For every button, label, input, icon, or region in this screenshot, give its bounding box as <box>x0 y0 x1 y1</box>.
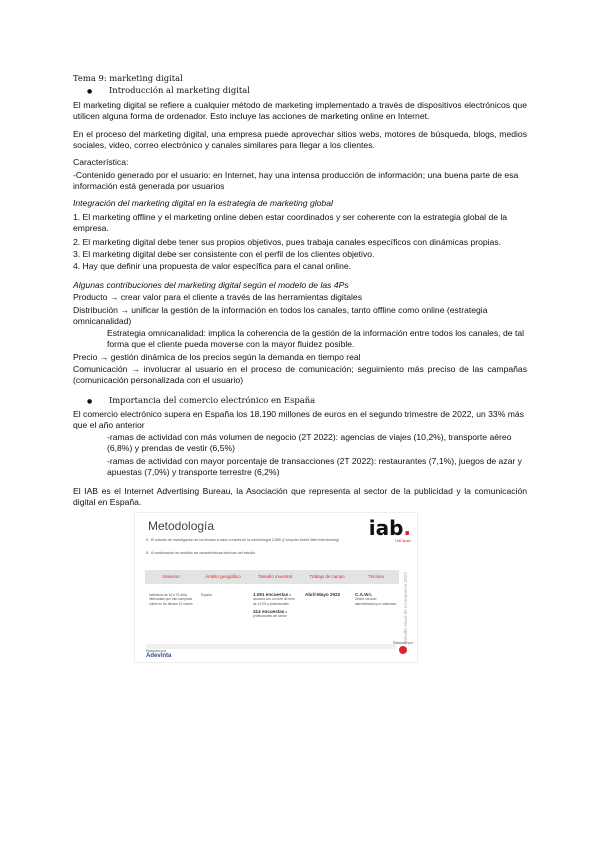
metodologia-infographic <box>134 512 418 663</box>
caracteristica-label: Característica: <box>73 157 129 167</box>
col-universo: Individuos de 16 a 70 años internautas que han comprado online en los últimos 12 meses <box>149 593 193 606</box>
col-trabajo: Abril-Mayo 2022 <box>305 592 341 597</box>
col-tamano: 1.091 encuestas a usuarios con un nivel de error de ±3,0% y profesionales 314 encuestas a profesionales del sector <box>253 592 295 619</box>
tab-tecnica: Técnica <box>368 574 384 579</box>
tab-universo: Universo <box>162 574 180 579</box>
tab-tamano: Tamaño muestral <box>258 574 292 579</box>
section-comercio-title: ● Importancia del comercio electrónico en España <box>109 395 527 406</box>
integracion-item-2: 2. El marketing digital debe tener sus propios objetivos, pues trabaja canales específicos con dinámicas propias. <box>73 237 502 247</box>
4p-comunicacion: Comunicación → involucrar al usuario en el proceso de comunicación; seguimiento más preciso de las campañas (comunicación personalizada con el usuario) <box>73 364 527 386</box>
elogia-logo: Elaborado por <box>393 641 413 654</box>
4p-producto: Producto → crear valor para el cliente a través de las herramientas digitales <box>73 292 362 302</box>
col-tecnica: C.A.W.I. Online vía auto administración por ordenador <box>355 592 397 606</box>
ramas-transacciones: -ramas de actividad con mayor porcentaje de transacciones (2T 2022): restaurantes (7,1%), juegos de azar y apuestas (7,0%) y transporte terrestre (6,2%) <box>107 456 522 478</box>
tab-trabajo: Trabajo de campo <box>309 574 345 579</box>
paragraph-definicion: El marketing digital se refiere a cualquier método de marketing implementado a través de dispositivos electrónicos que utilicen alguna forma de ordenador. Esto incluye las acciones de marketing online en Internet. <box>73 100 527 122</box>
ramas-volumen: -ramas de actividad con más volumen de negocio (2T 2022): agencias de viajes (10,2%), transporte aéreo (6,8%) y prendas de vestir (6,5%) <box>107 432 512 454</box>
infographic-title: Metodología <box>148 519 215 533</box>
iab-logo-sub: IAB Spain <box>395 539 411 543</box>
infographic-signature: Elaborado por Adevinta <box>146 649 172 659</box>
4p-distribucion: Distribución → unificar la gestión de la información en todos los canales, tanto offline como online (estrategia omnicanalidad) <box>73 305 488 327</box>
section-introduccion-title: ● Introducción al marketing digital <box>109 85 527 96</box>
caracteristica-text: -Contenido generado por el usuario: en Internet, hay una intensa producción de información; una buena parte de esa información está generada por usuarios <box>73 170 519 192</box>
infographic-vertical-label: Estudio Anual de eCommerce 2022 <box>403 572 408 643</box>
omnicanalidad-text: Estrategia omnicanalidad: implica la coherencia de la gestión de la información entre todos los canales, de tal forma que el cliente pueda moverse con la mayor fluidez posible. <box>107 328 525 350</box>
integracion-item-3: 3. El marketing digital debe ser consistente con el perfil de los clientes objetivo. <box>73 249 375 259</box>
page-heading: Tema 9: marketing digital <box>73 73 183 83</box>
4p-precio: Precio → gestión dinámica de los precios según la demanda en tiempo real <box>73 352 361 362</box>
tab-ambito: Ámbito geográfico <box>205 574 241 579</box>
infographic-line-2: 2 A continuación se detallan las características técnicas del estudio <box>146 551 256 555</box>
contribuciones-title: Algunas contribuciones del marketing digital según el modelo de las 4Ps <box>73 280 349 290</box>
integracion-item-1: 1. El marketing offline y el marketing online deben estar coordinados y ser coherente con la estrategia global de la empresa. <box>73 212 508 234</box>
integracion-title: Integración del marketing digital en la estrategia de marketing global <box>73 198 333 208</box>
integracion-item-4: 4. Hay que definir una propuesta de valor específica para el canal online. <box>73 261 352 271</box>
paragraph-ecommerce: El comercio electrónico supera en España los 18.190 millones de euros en el segundo trimestre de 2022, un 33% más que el año anterior <box>73 409 524 431</box>
col-ambito: España <box>201 593 212 597</box>
paragraph-iab: El IAB es el Internet Advertising Bureau, la Asociación que representa al sector de la publicidad y la comunicación digital en España. <box>73 486 527 508</box>
iab-logo: iab. <box>368 516 411 540</box>
infographic-line-1: 1 El estudio de investigación se ha llevado a cabo a través de la metodología CAWI (Computer Aided Web Interviewing) <box>146 538 339 542</box>
infographic-footnote-bar <box>146 644 396 649</box>
paragraph-proceso: En el proceso del marketing digital, una empresa puede aprovechar sitios webs, motores de búsqueda, blogs, medios sociales, video, correo electrónico y canales similares para llegar a los clientes. <box>73 129 527 151</box>
